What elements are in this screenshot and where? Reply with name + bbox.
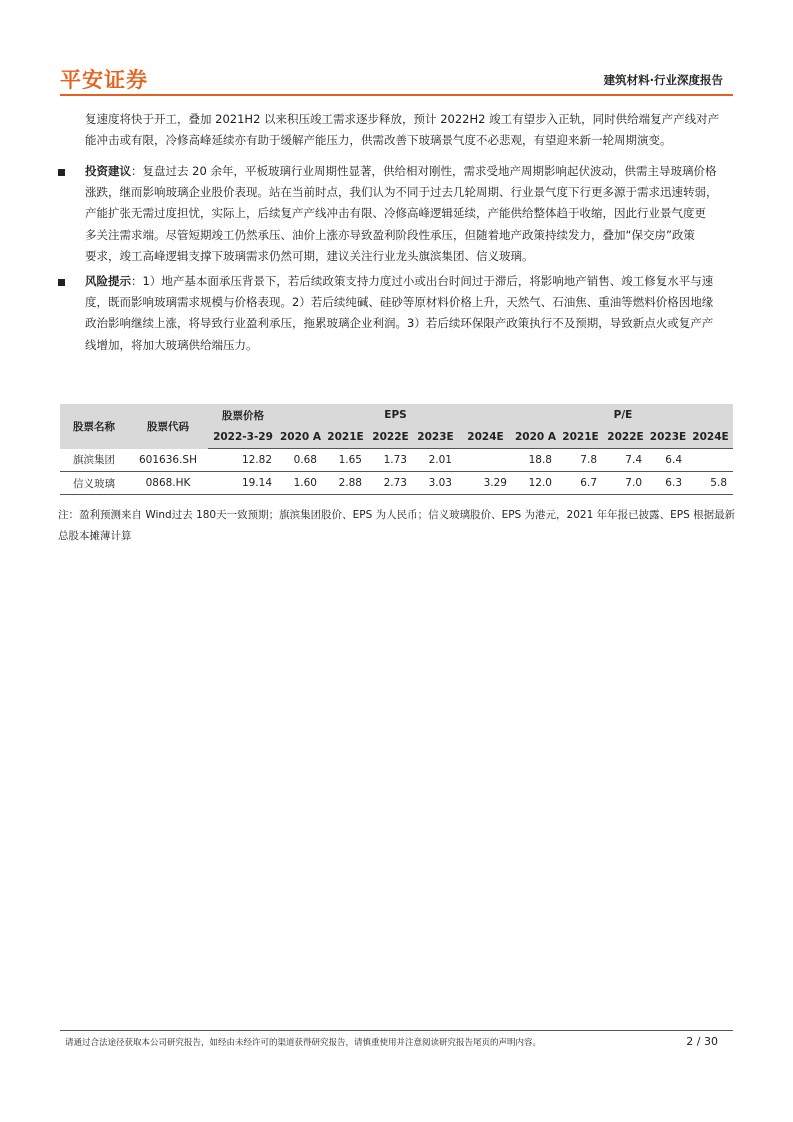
text-line: 多关注需求端。尽管短期竣工仍然承压、油价上涨亦导致盈利阶段性承压，但随着地产政策持续发力，叠加“保交房”政策 bbox=[85, 227, 695, 242]
cell-pe: 6.7 bbox=[558, 472, 603, 495]
cell-pe: 5.8 bbox=[688, 472, 733, 495]
table-footnote bbox=[58, 505, 748, 547]
cell-pe: 7.4 bbox=[603, 449, 648, 472]
cell-name: 旗滨集团 bbox=[60, 449, 128, 472]
cell-eps: 3.03 bbox=[413, 472, 458, 495]
cell-eps bbox=[458, 449, 513, 472]
header-year: 2022E bbox=[368, 426, 413, 449]
header-year: 2023E bbox=[648, 426, 688, 449]
cell-pe: 12.0 bbox=[513, 472, 558, 495]
header-stock-code: 股票代码 bbox=[128, 404, 208, 449]
text-line: 投资建议：复盘过去 20 余年，平板玻璃行业周期性显著，供给相对刚性，需求受地产周期影响起伏波动，供需主导玻璃价格 bbox=[85, 164, 717, 178]
header-stock-name: 股票名称 bbox=[60, 404, 128, 449]
header-pe: P/E bbox=[513, 404, 733, 426]
header-year: 2023E bbox=[413, 426, 458, 449]
cell-eps: 2.01 bbox=[413, 449, 458, 472]
paragraph-investment-advice bbox=[85, 161, 740, 267]
section-title-investment: 投资建议 bbox=[85, 164, 131, 178]
company-logo: 平安证券 bbox=[60, 68, 148, 92]
cell-eps: 2.88 bbox=[323, 472, 368, 495]
cell-eps: 1.65 bbox=[323, 449, 368, 472]
page-number: 2 / 30 bbox=[686, 1035, 718, 1048]
cell-code: 601636.SH bbox=[128, 449, 208, 472]
text-line: 涨跌，继而影响玻璃企业股价表现。站在当前时点，我们认为不同于过去几轮周期、行业景气度下行更多源于需求迅速转弱， bbox=[85, 185, 718, 200]
cell-pe: 6.4 bbox=[648, 449, 688, 472]
text-line: 能冲击或有限，冷修高峰延续亦有助于缓解产能压力，供需改善下玻璃景气度不必悲观，有望迎来新一轮周期演变。 bbox=[85, 133, 672, 148]
page-header bbox=[60, 58, 733, 98]
text-line: 复速度将快于开工，叠加 2021H2 以来积压竣工需求逐步释放，预计 2022H2 竣工有望步入正轨，同时供给端复产产线对产 bbox=[85, 112, 720, 126]
cell-code: 0868.HK bbox=[128, 472, 208, 495]
paragraph-supply-demand bbox=[85, 109, 740, 151]
header-divider bbox=[60, 94, 733, 96]
header-eps: EPS bbox=[278, 404, 513, 426]
text-line: 线增加，将加大玻璃供给端压力。 bbox=[85, 337, 258, 352]
header-year: 2020 A bbox=[278, 426, 323, 449]
cell-pe: 18.8 bbox=[513, 449, 558, 472]
footer-disclaimer: 请通过合法途径获取本公司研究报告，如经由未经许可的渠道获得研究报告，请慎重使用并注意阅读研究报告尾页的声明内容。 bbox=[65, 1038, 542, 1048]
text-line: 总股本摊薄计算 bbox=[58, 530, 132, 542]
header-year: 2024E bbox=[688, 426, 733, 449]
cell-name: 信义玻璃 bbox=[60, 472, 128, 495]
cell-pe: 7.8 bbox=[558, 449, 603, 472]
bullet-square-icon bbox=[58, 279, 65, 286]
text-line: 产能扩张无需过度担忧，实际上，后续复产产线冲击有限、冷修高峰逻辑延续，产能供给整体趋于收缩，因此行业景气度更 bbox=[85, 206, 706, 221]
text-line: 度，既而影响玻璃需求规模与价格表现。2）若后续纯碱、硅砂等原材料价格上升，天然气、石油焦、重油等燃料价格因地缘 bbox=[85, 295, 714, 310]
cell-eps: 3.29 bbox=[458, 472, 513, 495]
cell-price: 19.14 bbox=[208, 472, 278, 495]
header-year: 2022E bbox=[603, 426, 648, 449]
cell-pe: 7.0 bbox=[603, 472, 648, 495]
cell-price: 12.82 bbox=[208, 449, 278, 472]
section-title-risk: 风险提示 bbox=[85, 274, 131, 288]
header-year: 2021E bbox=[323, 426, 368, 449]
table-row bbox=[60, 472, 733, 495]
paragraph-risk-warning bbox=[85, 271, 740, 356]
cell-eps: 1.73 bbox=[368, 449, 413, 472]
text-line: 注：盈利预测来自 Wind过去 180天一致预期；旗滨集团股价、EPS 为人民币；信义玻璃股价、EPS 为港元，2021 年年报已披露、EPS 根据最新 bbox=[58, 509, 736, 521]
cell-eps: 0.68 bbox=[278, 449, 323, 472]
cell-pe: 6.3 bbox=[648, 472, 688, 495]
table-row bbox=[60, 449, 733, 472]
header-year: 2021E bbox=[558, 426, 603, 449]
header-year: 2020 A bbox=[513, 426, 558, 449]
stock-valuation-table bbox=[60, 404, 733, 495]
cell-eps: 2.73 bbox=[368, 472, 413, 495]
text-line: 政治影响继续上涨，将导致行业盈利承压，拖累玻璃企业利润。3）若后续环保限产政策执行不及预期，导致新点火或复产产 bbox=[85, 316, 714, 331]
report-type: 建筑材料·行业深度报告 bbox=[603, 73, 723, 87]
text-line: 风险提示：1）地产基本面承压背景下，若后续政策支持力度过小或出台时间过于滞后，将影响地产销售、竣工修复水平与速 bbox=[85, 274, 714, 288]
header-year: 2024E bbox=[458, 426, 513, 449]
cell-eps: 1.60 bbox=[278, 472, 323, 495]
bullet-square-icon bbox=[58, 169, 65, 176]
text-line: 要求，竣工高峰逻辑支撑下玻璃需求仍然可期，建议关注行业龙头旗滨集团、信义玻璃。 bbox=[85, 248, 534, 263]
footer-divider bbox=[60, 1030, 733, 1031]
table-header-row bbox=[60, 404, 733, 426]
cell-pe bbox=[688, 449, 733, 472]
header-price-date: 2022-3-29 bbox=[208, 426, 278, 449]
header-stock-price: 股票价格 bbox=[208, 404, 278, 426]
